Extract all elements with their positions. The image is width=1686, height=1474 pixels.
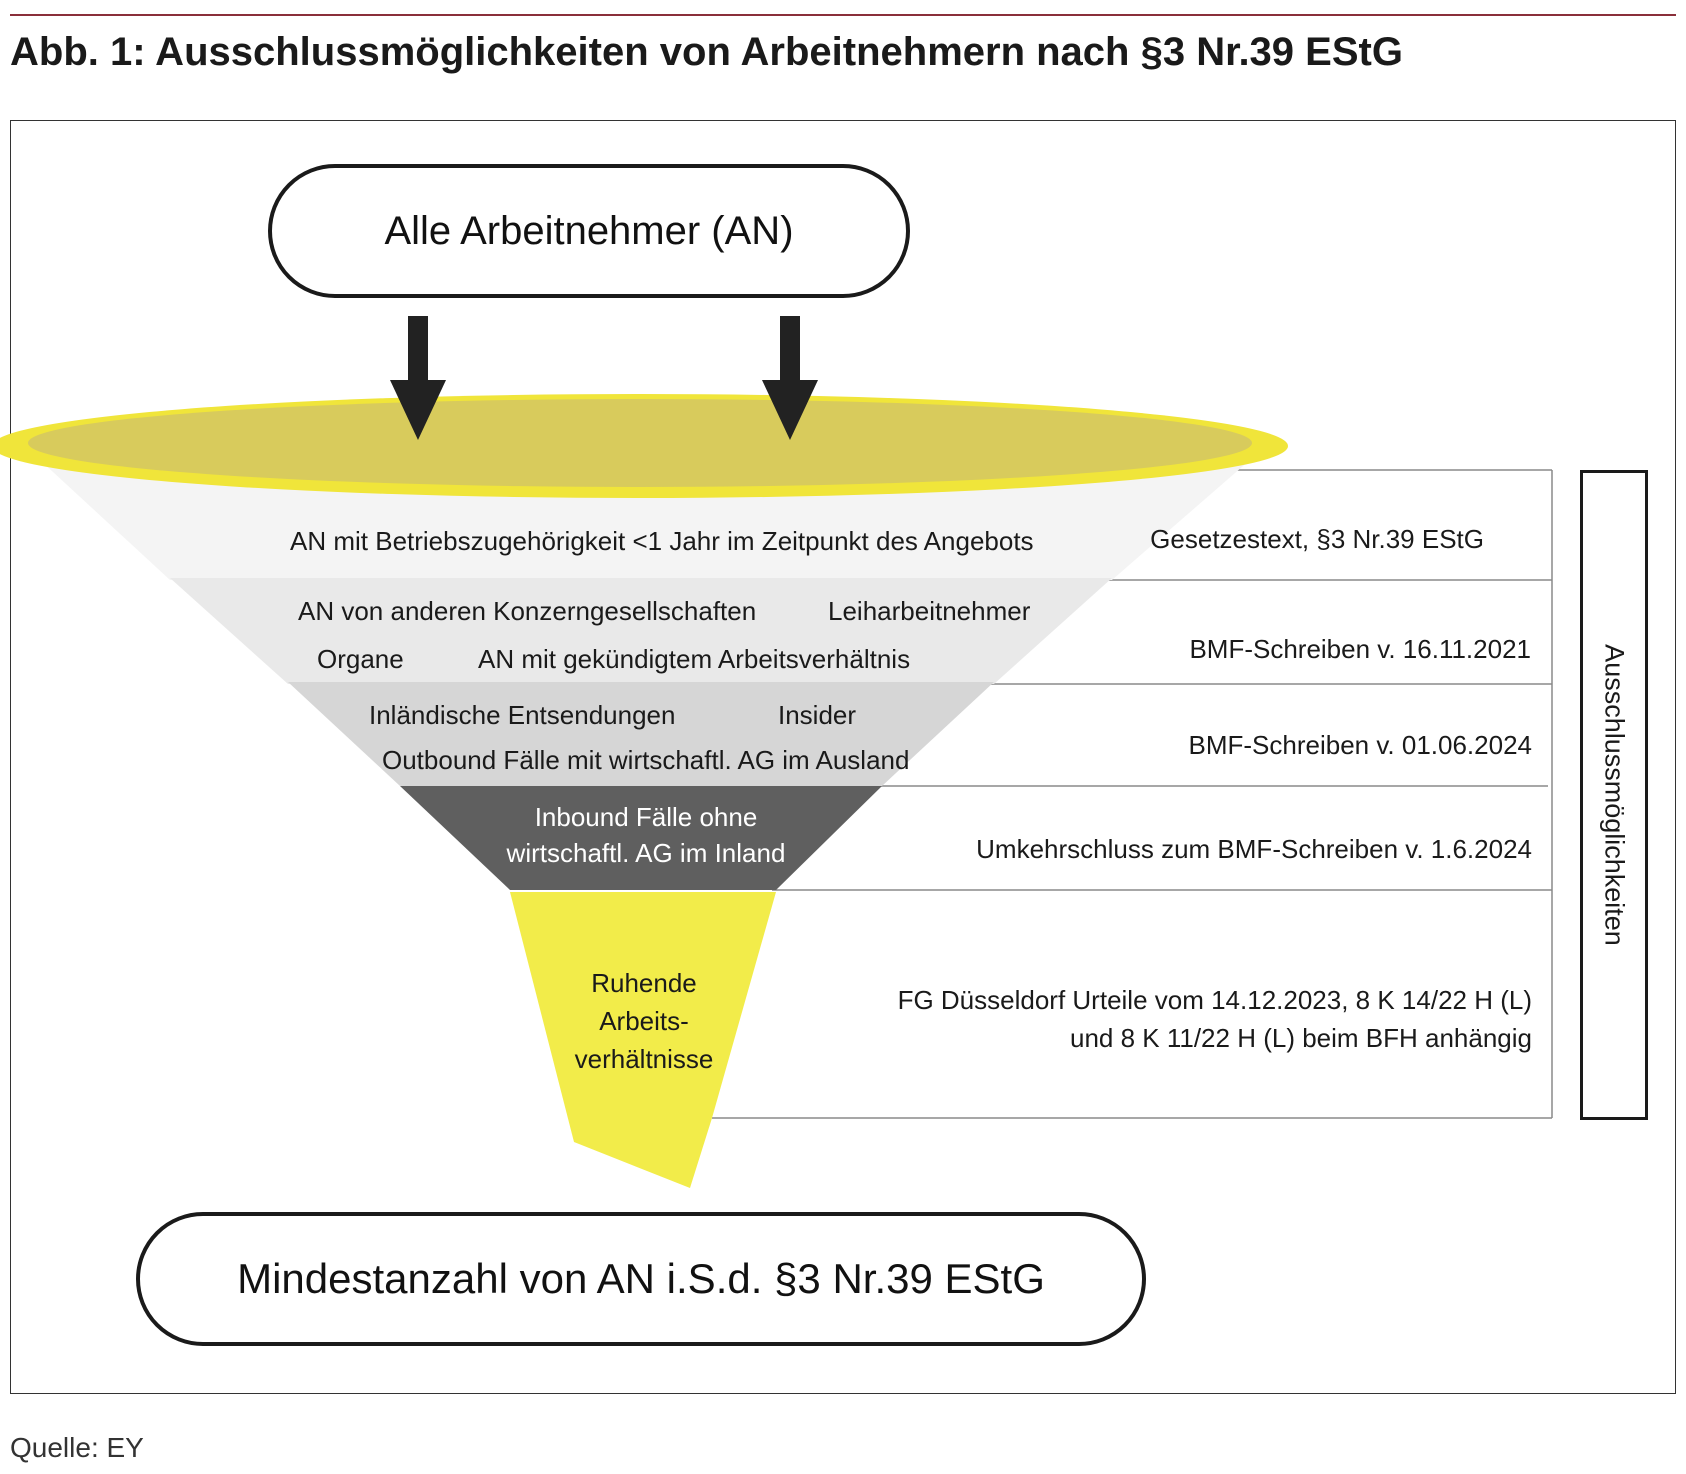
layer5-item-line3: verhältnisse — [574, 1044, 714, 1074]
source-note: Quelle: EY — [10, 1432, 144, 1463]
layer2-item-group-companies: AN von anderen Konzerngesellschaften — [298, 596, 757, 626]
layer3-item-insider: Insider — [778, 700, 857, 730]
layer5-item-line2: Arbeits- — [599, 1006, 689, 1036]
exclusion-options-label: Ausschlussmöglichkeiten — [1599, 644, 1630, 946]
layer4-item-line1: Inbound Fälle ohne — [534, 802, 758, 832]
reference-bmf-2021: BMF-Schreiben v. 16.11.2021 — [1189, 634, 1531, 664]
layer4-item-line2: wirtschaftl. AG im Inland — [506, 838, 786, 868]
reference-law-text: Gesetzestext, §3 Nr.39 EStG — [1150, 524, 1484, 554]
exclusion-options-side-box — [1580, 470, 1648, 1120]
reference-fg-duesseldorf-line2: und 8 K 11/22 H (L) beim BFH anhängig — [1069, 1023, 1532, 1053]
reference-bmf-inverse: Umkehrschluss zum BMF-Schreiben v. 1.6.2024 — [976, 834, 1532, 864]
reference-fg-duesseldorf-line1: FG Düsseldorf Urteile vom 14.12.2023, 8 K 14/22 H (L) — [897, 985, 1532, 1015]
reference-bmf-2024: BMF-Schreiben v. 01.06.2024 — [1188, 730, 1532, 760]
minimum-employees-box: Mindestanzahl von AN i.S.d. §3 Nr.39 EStG — [136, 1212, 1146, 1346]
layer1-item: AN mit Betriebszugehörigkeit <1 Jahr im Zeitpunkt des Angebots — [290, 526, 1034, 556]
layer3-item-outbound: Outbound Fälle mit wirtschaftl. AG im Ausland — [382, 745, 910, 775]
layer2-item-terminated: AN mit gekündigtem Arbeitsverhältnis — [478, 644, 911, 674]
layer2-item-organs: Organe — [317, 644, 404, 674]
figure-title: Abb. 1: Ausschlussmöglichkeiten von Arbeitnehmern nach §3 Nr.39 EStG — [10, 30, 1403, 74]
layer2-item-temp-workers: Leiharbeitnehmer — [828, 596, 1031, 626]
funnel-layer-5 — [510, 892, 776, 1188]
layer5-item-line1: Ruhende — [591, 968, 697, 998]
all-employees-box: Alle Arbeitnehmer (AN) — [268, 164, 910, 298]
funnel-rim-inner — [28, 399, 1252, 487]
layer3-item-domestic-secondments: Inländische Entsendungen — [369, 700, 676, 730]
